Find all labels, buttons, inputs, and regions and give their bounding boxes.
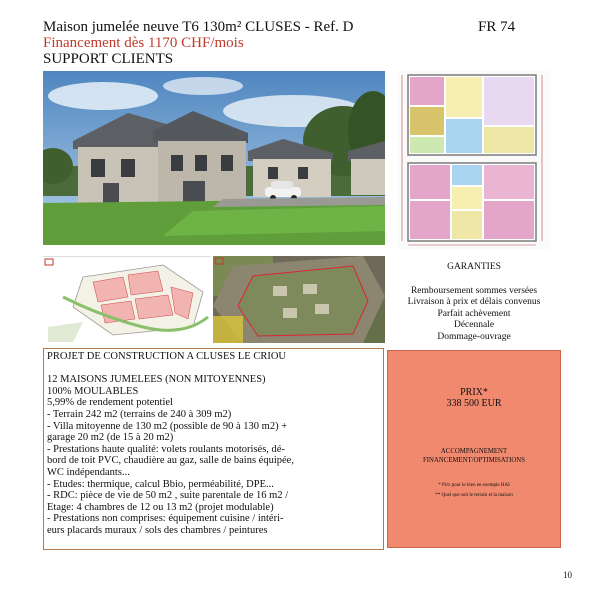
accompaniment-line: ACCOMPAGNEMENT [440,448,508,455]
description-line: 5,99% de rendement potentiel [47,397,173,409]
listing-title [43,19,516,36]
description-line: - Prestations non comprises: équipement cuisine / intéri- [47,513,284,525]
description-line: 12 MAISONS JUMELEES (NON MITOYENNES) [47,374,266,386]
floor-plan-image [398,71,550,249]
project-description-box [43,348,384,550]
page-number: 10 [563,570,572,580]
guarantee-item: Livraison à prix et délais convenus [407,297,541,307]
description-line: bord de toit PVC, chaudière au gaz, salle de bains équipée, [47,455,294,467]
financing-line: Financement dès 1170 CHF/mois [43,35,244,51]
guarantee-item: Remboursement sommes versées [410,285,538,296]
description-spacer [47,363,380,375]
description-line: - Etudes: thermique, calcul Bbio, perméabilité, DPE... [47,478,274,490]
price-footnote: ** Quel que soit le terrain et la maison [435,493,513,498]
guarantee-item: Décennale [453,320,495,330]
description-line: Etage: 4 chambres de 12 ou 13 m2 (projet modulable) [47,501,274,513]
accompaniment-text [388,447,560,465]
price-footnote: * Prix pour le bien en exemple HAI [438,483,510,488]
listing-title-text: Maison jumelée neuve T6 130m² CLUSES - Ref. D [43,19,354,35]
description-line: - RDC: pièce de vie de 50 m2 , suite parentale de 16 m2 / [47,490,289,502]
house-rendering-image [43,71,385,253]
description-line: eurs placards muraux / sols des chambres / peintures [47,524,268,536]
description-line: - Terrain 242 m2 (terrains de 240 à 309 m2) [47,408,232,420]
description-line: garage 20 m2 (de 15 à 20 m2) [47,432,174,444]
accompaniment-line: FINANCEMENT/OPTIMISATIONS [423,457,525,464]
price-box [387,350,561,548]
description-line: PROJET DE CONSTRUCTION A CLUSES LE CRIOU [47,351,286,362]
support-clients-link[interactable]: SUPPORT CLIENTS [43,51,174,67]
description-line: - Prestations haute qualité: volets roulants motorisés, dé- [47,443,285,455]
price-label: PRIX* [460,387,488,398]
aerial-view-image [213,256,385,343]
guarantee-item: Parfait achèvement [437,308,511,319]
description-line: 100% MOULABLES [47,385,139,397]
guarantees-block [390,262,558,343]
guarantee-item: Dommage-ouvrage [437,331,511,342]
guarantees-heading: GARANTIES [447,262,501,272]
region-code: FR 74 [478,19,516,35]
description-line: WC indépendants... [47,466,130,478]
price-value: 338 500 EUR [446,398,502,409]
description-line: - Villa mitoyenne de 130 m2 (possible de 90 à 130 m2) + [47,420,288,432]
site-plan-image [43,256,211,344]
